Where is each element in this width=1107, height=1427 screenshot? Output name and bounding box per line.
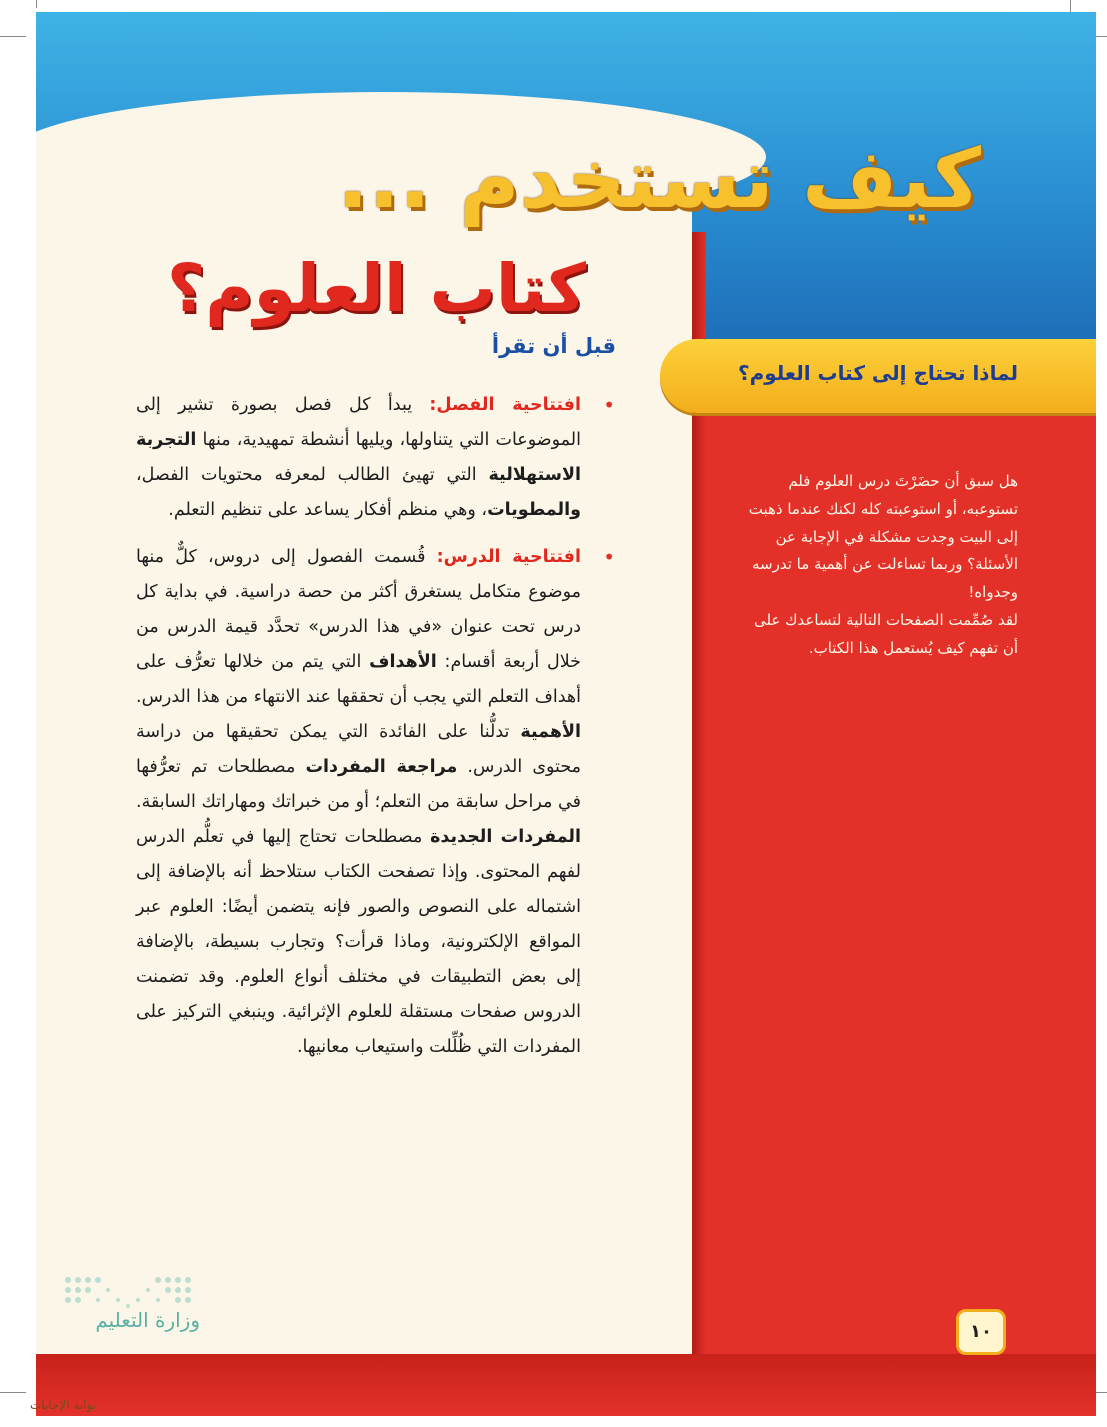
portal-watermark: بوابة الإجابات	[30, 1398, 97, 1412]
page-title-line1: كيف تستخدم ...	[337, 132, 981, 227]
item-text: يبدأ كل فصل بصورة تشير إلى الموضوعات التي يتناولها، ويليها أنشطة تمهيدية، منها	[136, 395, 581, 450]
bottom-band	[36, 1354, 1096, 1416]
sidebar-text	[748, 468, 1018, 663]
item-bold: المفردات الجديدة	[430, 827, 581, 847]
list-item-lesson-opener	[136, 540, 615, 1065]
sidebar-paragraph: هل سبق أن حضَرْتَ درس العلوم فلم تستوعبه، أو استوعبته كله لكنك عندما ذهبت إلى البيت وجدت مشكلة في الإجابة عن الأسئلة؟ وربما تساءلت عن أهمية ما تدرسه وجدواه!	[748, 472, 1018, 602]
item-bold: الأهمية	[520, 722, 581, 742]
sidebar-heading: لماذا تحتاج إلى كتاب العلوم؟	[737, 361, 1018, 385]
crop-mark	[0, 1392, 26, 1393]
sidebar-heading-tab	[660, 339, 1096, 413]
item-bold: الأهداف	[369, 652, 437, 672]
item-text: ، وهي منظم أفكار يساعد على تنظيم التعلم.	[168, 500, 488, 520]
bullet-icon: •	[603, 393, 615, 417]
item-text: مصطلحات تم تعرُّفها في مراحل سابقة من التعلم؛ أو من خبراتك ومهاراتك السابقة.	[136, 757, 581, 812]
page-number: ١٠	[956, 1309, 1006, 1355]
section-heading: قبل أن تقرأ	[491, 334, 616, 358]
item-bold: مراجعة المفردات	[305, 757, 458, 777]
item-key: افتتاحية الدرس:	[436, 547, 581, 567]
book-page	[36, 12, 1096, 1416]
item-bold: والمطويات	[487, 500, 581, 520]
item-key: افتتاحية الفصل:	[429, 395, 581, 415]
bullet-icon: •	[603, 545, 615, 569]
main-text-column	[136, 388, 615, 1077]
item-text: تدلُّنا على الفائدة التي يمكن تحقيقها من دراسة محتوى الدرس.	[136, 722, 582, 777]
item-text: التي يتم من خلالها تعرُّف على أهداف التعلم التي يجب أن تحققها عند الانتهاء من هذا الدرس.	[136, 652, 581, 707]
item-text: مصطلحات تحتاج إليها في تعلُّم الدرس لفهم المحتوى. وإذا تصفحت الكتاب ستلاحظ أنه بالإضافة إلى اشتماله على النصوص والصور فإنه يتضمن أيضًا: العلوم عبر المواقع الإلكترونية، وماذا قرأت؟ وتجارب بسيطة، بالإضافة إلى بعض التطبيقات في مختلف أنواع العلوم. وقد تضمنت الدروس صفحات مستقلة للعلوم الإثرائية. وينبغي التركيز على المفردات التي ظُلِّلت واستيعاب معانيها.	[136, 827, 581, 1057]
ministry-name: وزارة التعليم	[95, 1308, 200, 1332]
list-item-chapter-opener	[136, 388, 615, 528]
sidebar-paragraph: لقد صُمِّمت الصفحات التالية لتساعدك على أن تفهم كيف يُستعمل هذا الكتاب.	[753, 610, 1018, 657]
crop-mark	[0, 36, 26, 37]
item-bold: التجربة الاستهلالية	[136, 430, 581, 485]
item-text: قُسمت الفصول إلى دروس، كلٌّ منها موضوع متكامل يستغرق أكثر من حصة دراسية. في بداية كل درس تحت عنوان «في هذا الدرس» تحدَّد قيمة الدرس من خلال أربعة أقسام:	[136, 547, 581, 672]
page-title-line2: كتاب العلوم؟	[166, 250, 586, 327]
item-text: التي تهيئ الطالب لمعرفه محتويات الفصل،	[136, 465, 489, 485]
crop-mark	[36, 0, 37, 8]
ministry-dots-logo-icon	[60, 1252, 200, 1352]
